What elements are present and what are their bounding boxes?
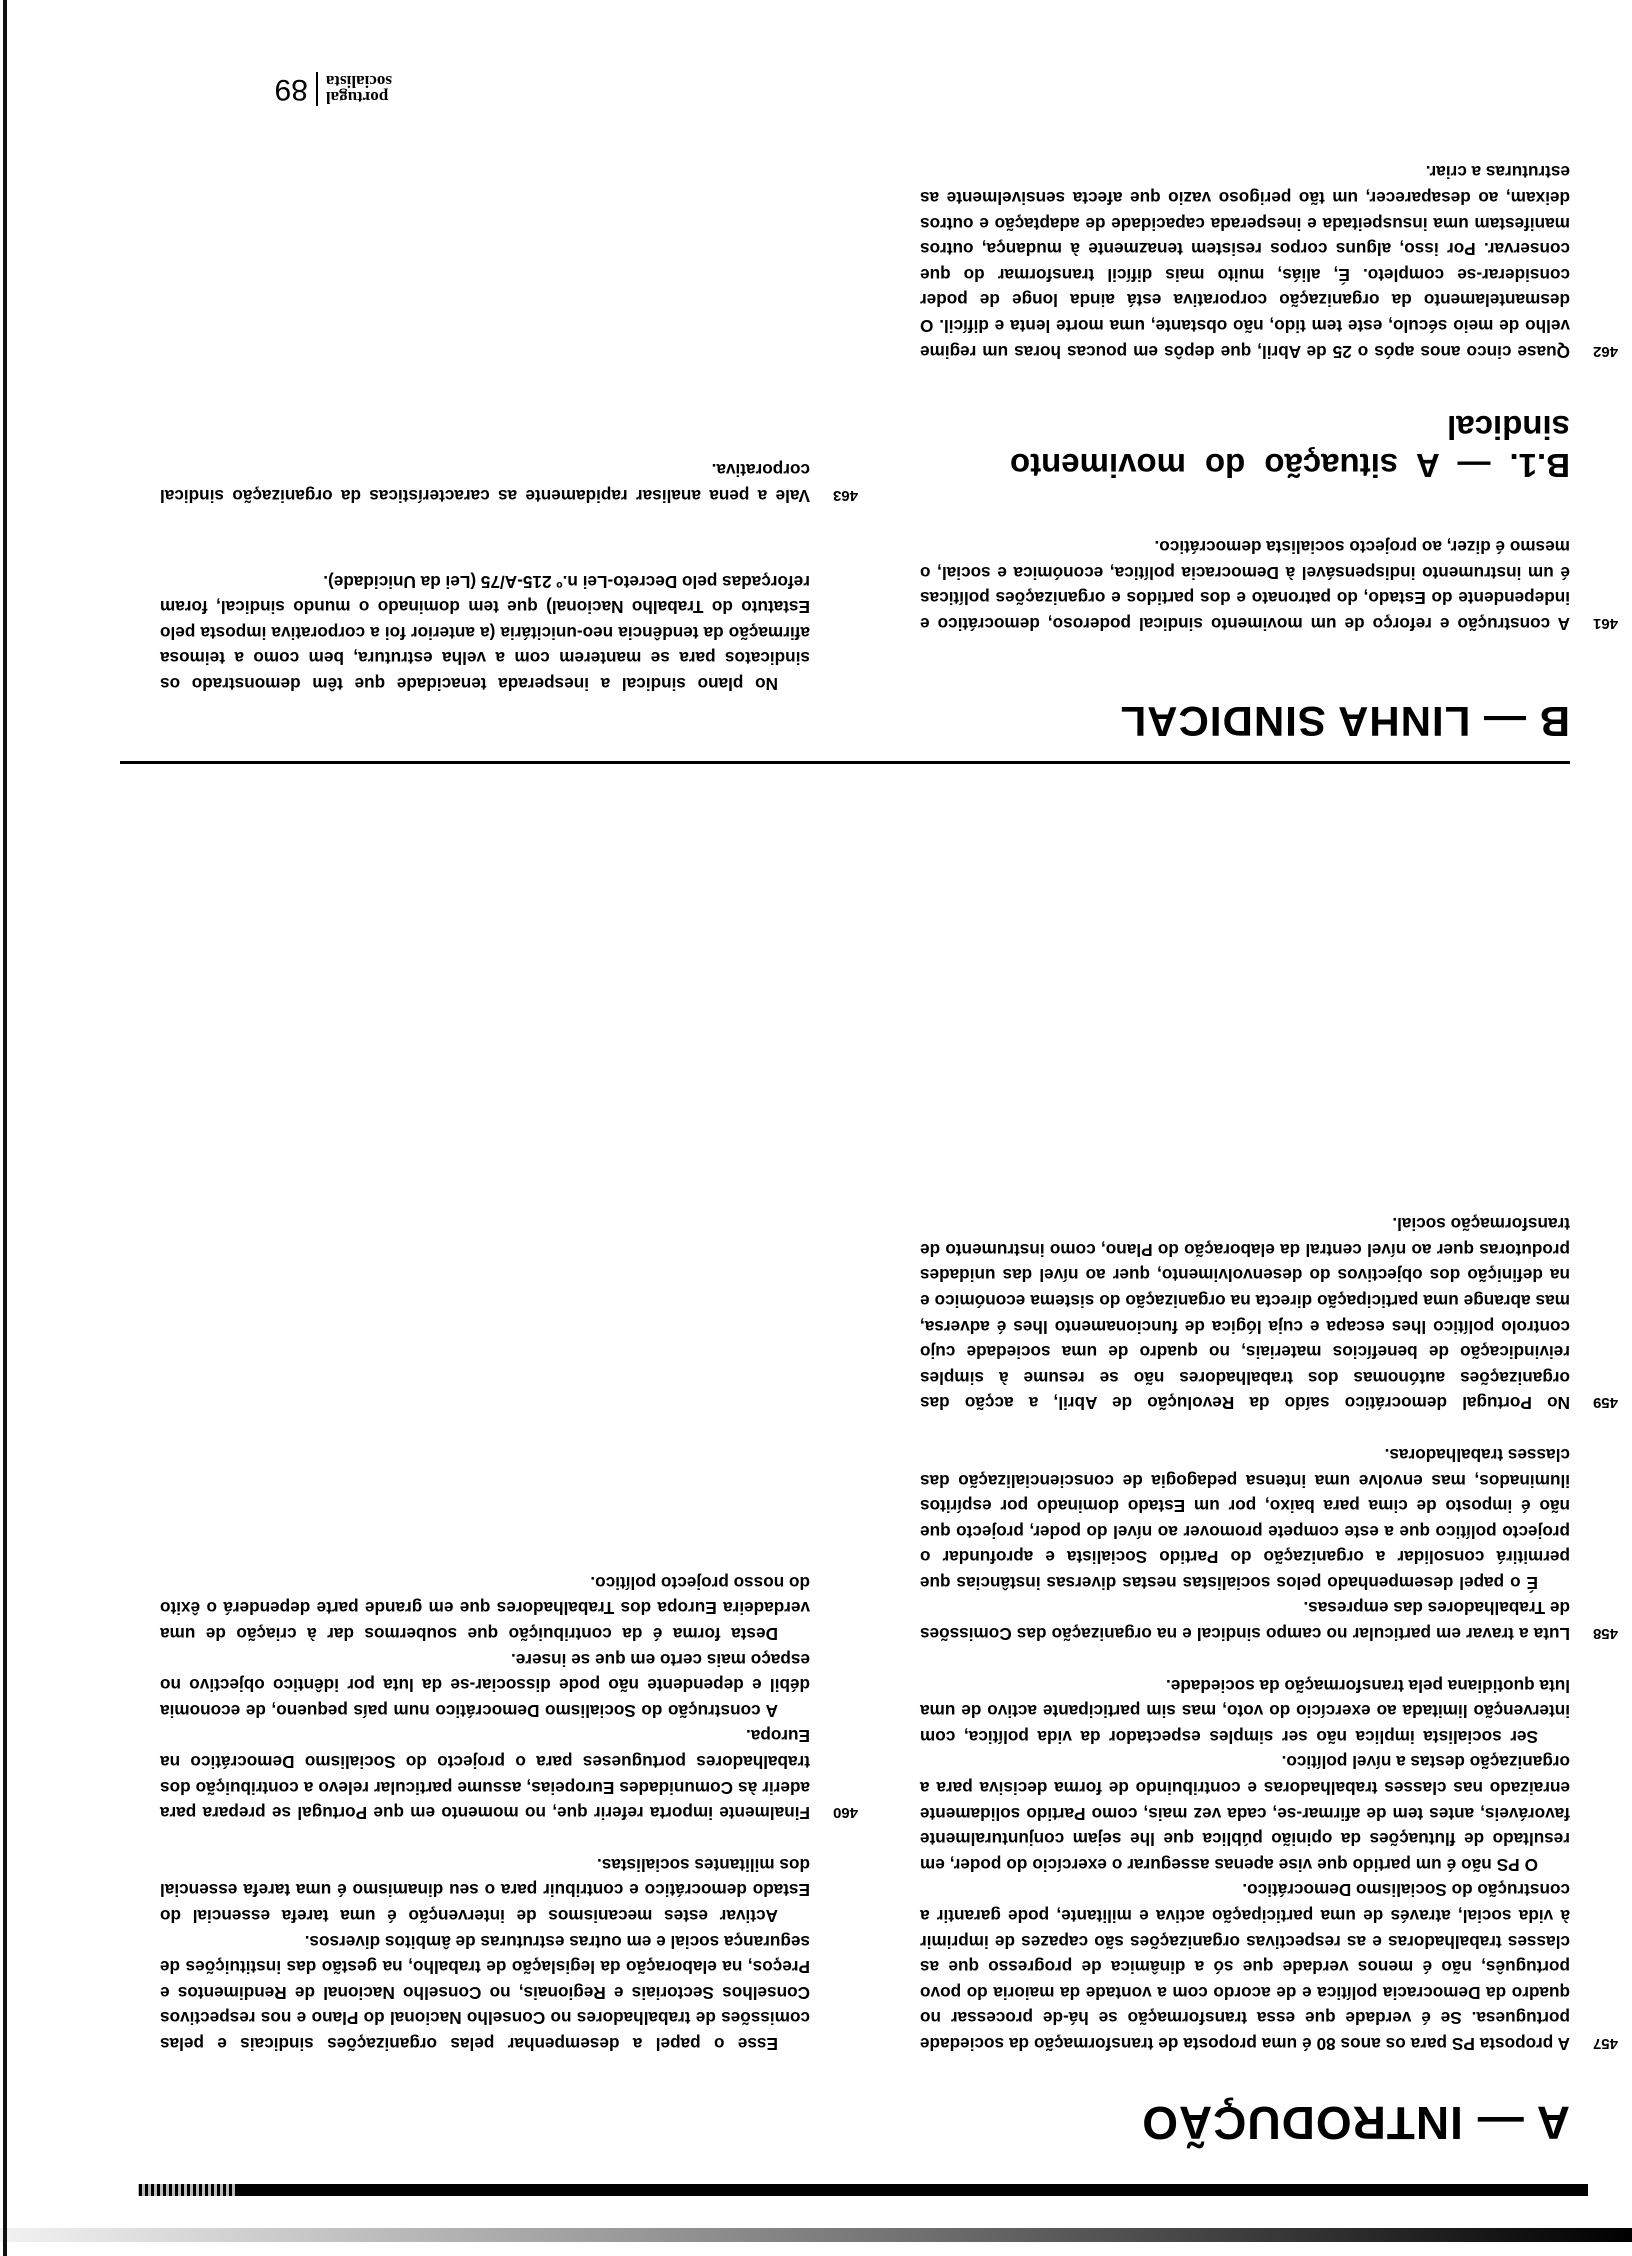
paragraph: Activar estes mecanismos de intervenção é uma tarefa essencial do Estado democrático e contribuir para o seu dinamismo é uma tarefa essencial dos militantes socialistas. [160,1854,810,1927]
footer-separator [316,72,318,106]
paragraph-number: 457 [1592,2035,1618,2052]
paragraph-number: 463 [832,487,858,505]
paragraph: É o papel desempenhado pelos socialistas nestas diversas instâncias que permitirá consolidar a organização do Partido Socialista e aprofundar o projecto político que a este compete promover ao nível do poder, projecto que não é imposto de cima para baixo, por um Estado dominado por espíritos iluminados, mas envolve uma intensa pedagogia de consciencialização das classes trabalhadoras. [920,1444,1570,1593]
subsection-b1-heading: B.1. — A situação do movimento sindical [1010,408,1570,484]
page-number: 89 [274,73,308,106]
section-a-heading: A — INTRODUÇÃO [1141,2097,1570,2149]
section-b-heading: B — LINHA SINDICAL [1119,698,1570,745]
paragraph: A construção do Socialismo Democrático num país pequeno, de economia débil e dependente não pode dissociar-se da luta por idêntico objectivo no espaço mais certo em que se insere. [160,1649,810,1721]
column-left-b [920,159,1618,636]
paragraph-459: 459 No Portugal democrático saído da Revolução de Abril, a acção das organizações autónomas dos trabalhadores não se resume à simples reivindicação de benefícios materiais, no quadro de uma sociedade cujo controlo político lhes escapa e cuja lógica de funcionamento lhes é adversa, mas abrange uma participação directa na organização do sistema económico e na definição dos objectivos do desenvolvimento, quer ao nível das unidades produtoras quer ao nível central da elaboração do Plano, como instrumento de transformação social. [920,1214,1618,1414]
paragraph: Desta forma é da contribuição que soubermos dar à criação de uma verdadeira Europa dos Trabalhadores que em grande parte dependerá o êxito do nosso projecto político. [160,1572,810,1645]
header-rule [138,2184,1588,2196]
paragraph-460: 460 Finalmente importa referir que, no momento em que Portugal se prepara para aderir às Comunidades Europeias, assume particular relevo a contribuição dos trabalhadores portugueses para o projecto do Socialismo Democrático na Europa. [160,1726,858,1824]
section-b-header [120,697,1570,764]
paragraph-number: 458 [1592,1625,1618,1643]
paragraph-457: 457 A proposta PS para os anos 80 é uma proposta de transformação da sociedade portuguesa. Se é verdade que essa transformação se há-de processar no quadro da Democracia política e de acordo com a vontade da maioria do povo português, não é menos verdade que só a dinâmica de progresso que as classes trabalhadoras e as respectivas organizações são capazes de imprimir à vida social, através de uma participação activa e militante, pode garantir a construção do Socialismo Democrático. [920,1880,1618,2054]
paragraph: Ser socialista implica não ser simples espectador da vida política, com intervenção limitada ao exercício do voto, mas sim participante activo de uma luta quotidiana pela transformação da sociedade. [920,1675,1570,1747]
paragraph: O PS não é um partido que vise apenas assegurar o exercício do poder, em resultado de flutuações da opinião pública que lhe sejam conjunturalmente favoráveis, antes tem de afirmar-se, cada vez mais, como Partido solidamente enraizado nas classes trabalhadoras e contribuindo de forma decisiva para a organização destas a nível político. [920,1752,1570,1875]
column-left [920,1211,1618,2056]
paragraph-number: 459 [1592,1394,1618,1412]
paragraph-number: 460 [832,1804,858,1822]
paragraph-462: 462 Quase cinco anos após o 25 de Abril, que depôs em poucas horas um regime velho de meio século, este tem tido, não obstante, uma morte lenta e difícil. O desmantelamento da organização corporativa está ainda longe de poder considerar-se completo. É, aliás, muito mais difícil transformar do que conservar. Por isso, alguns corpos resistem tenazmente à mudança, outros manifestam uma insuspeitada e inesperada capacidade de adaptação e outros deixam, ao desaparecer, um tão perigoso vazio que afecta sensivelmente as estruturas a criar. [920,162,1618,362]
paragraph-number: 462 [1592,342,1618,360]
paragraph: No plano sindical a inesperada tenacidade que têm demonstrado os sindicatos para se manterem com a velha estrutura, bem como a teimosa afirmação da tendência neo-unicitária (a anterior foi a corporativa imposta pelo Estatuto do Trabalho Nacional) que tem dominado o mundo sindical, foram reforçadas pelo Decreto-Lei n.º 215-A/75 (Lei da Unicidade). [160,571,810,694]
paragraph-461: 461 A construção e reforço de um movimento sindical poderoso, democrático e independente do Estado, do patronato e dos partidos e organizações políticas é um instrumento indispensável à Democracia política, económica e social, o mesmo é dizer, ao projecto socialista democrático. [920,537,1618,634]
scan-artifact-band [0,2228,1632,2242]
column-right-b [160,457,858,696]
section-rule [120,761,1570,764]
paragraph-number: 461 [1592,615,1618,632]
paragraph-463: 463 Vale a pena analisar rapidamente as características da organização sindical corporativa. [160,460,858,507]
publication-logo: portugal socialista [325,72,392,107]
column-right [160,1569,858,2056]
paragraph-458: 458 Luta a travar em particular no campo sindical e na organização das Comissões de Trabalhadores das empresas. [920,1598,1618,1645]
page-edge [3,0,7,2256]
paragraph: Esse o papel a desempenhar pelas organizações sindicais e pelas comissões de trabalhadores no Conselho Nacional do Plano e nos respectivos Conselhos Sectoriais e Regionais, no Conselho Nacional de Rendimentos e Preços, na elaboração da legislação de trabalho, na gestão das instituições de segurança social e em outras estruturas de âmbitos diversos. [160,1931,810,2054]
page-footer [275,72,392,106]
